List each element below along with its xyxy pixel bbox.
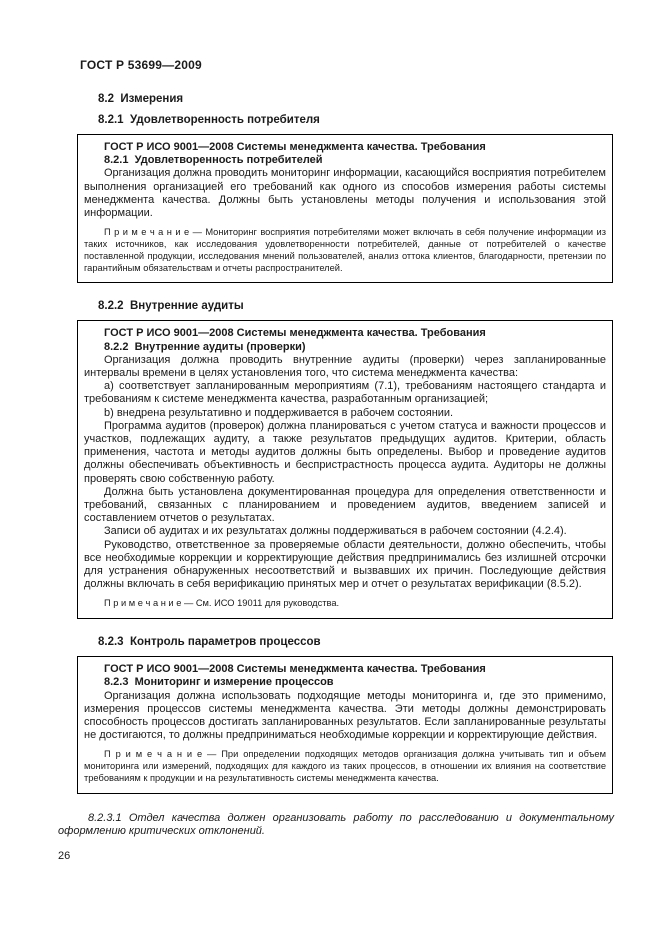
section-heading-8-2-1: 8.2.1 Удовлетворенность потребителя — [98, 114, 320, 126]
quote-note: П р и м е ч а н и е — См. ИСО 19011 для руководства. — [104, 598, 340, 609]
quote-box-customer-satisfaction — [77, 134, 613, 283]
quote-note: П р и м е ч а н и е — Мониторинг восприятия потребителями может включать в себя получение информации из таких источников, как исследования удовлетворенности потребителей, данные от потребителей о качестве поставленной продукции, исследования мнений пользователей, анализ оттока клиентов, благодарности, претензии по гарантийным обязательствам и отчеты распространителей. — [84, 227, 606, 273]
quote-paragraph: Руководство, ответственное за проверяемые области деятельности, должно обеспечить, чтобы все необходимые коррекции и корректирующие действия предпринимались без излишней отсрочки для устранения обнаруженных несоответствий и вызвавших их причин. Последующие действия должны включать в себя верификацию принятых мер и отчет о результатах верификации (8.5.2). — [84, 538, 606, 591]
quote-paragraph: Должна быть установлена документированная процедура для определения ответственности и требований, связанных с планированием и проведением аудитов, введением записей и составлением отчетов о результатах. — [84, 485, 606, 525]
quote-paragraph: Организация должна проводить мониторинг информации, касающийся восприятия потребителем выполнения организацией его требований как одного из способов измерения работы системы менеджмента качества. Должны быть установлены методы получения и использования этой информации. — [84, 167, 606, 220]
quote-paragraph: Записи об аудитах и их результатах должны поддерживаться в рабочем состоянии (4.2.4). — [104, 525, 567, 538]
quote-clause-title: 8.2.1 Удовлетворенность потребителей — [104, 154, 323, 167]
doc-number: ГОСТ Р 53699—2009 — [80, 58, 202, 72]
quote-paragraph: Организация должна использовать подходящие методы мониторинга и, где это применимо, измерения процессов системы менеджмента качества. Эти методы должны демонстрировать способность процессов достигать запланированных результатов. Если запланированные результаты не достигаются, то должны предприниматься необходимые коррекции и корректирующие действия. — [84, 689, 606, 742]
section-heading-8-2-3: 8.2.3 Контроль параметров процессов — [98, 636, 321, 649]
quote-box-internal-audits — [77, 320, 613, 619]
quote-source-title: ГОСТ Р ИСО 9001—2008 Системы менеджмента качества. Требования — [104, 663, 486, 676]
section-heading-8-2: 8.2 Измерения — [98, 93, 184, 105]
quote-list-item-a: a) соответствует запланированным мероприятиям (7.1), требованиям настоящего стандарта и требованиям к системе менеджмента качества, разработанным организацией; — [84, 380, 606, 406]
quote-clause-title: 8.2.3 Мониторинг и измерение процессов — [104, 676, 334, 689]
quote-paragraph: Программа аудитов (проверок) должна планироваться с учетом статуса и важности процессов и участков, подлежащих аудиту, а также результатов предыдущих аудитов. Критерии, область применения, частота и методы аудитов должны быть определены. Выбор и проведение аудитов должны обеспечивать объективность и беспристрастность процесса аудита. Аудиторы не должны проверять свою собственную работу. — [84, 419, 606, 485]
quote-clause-title: 8.2.2 Внутренние аудиты (проверки) — [104, 340, 306, 353]
quote-paragraph: Организация должна проводить внутренние аудиты (проверки) через запланированные интервалы времени в целях установления того, что система менеджмента качества: — [84, 353, 606, 380]
quote-list-item-b: b) внедрена результативно и поддерживается в рабочем состоянии. — [104, 406, 454, 419]
closing-paragraph-8-2-3-1: 8.2.3.1 Отдел качества должен организовать работу по расследованию и документальному оформлению критических отклонений. — [58, 811, 614, 838]
quote-source-title: ГОСТ Р ИСО 9001—2008 Системы менеджмента качества. Требования — [104, 141, 486, 153]
quote-note: П р и м е ч а н и е — При определении подходящих методов организация должна учитывать тип и объем мониторинга или измерений, подходящих для каждого из таких процессов, в отношении их влияния на соответствие требованиям к продукции и на результативность системы менеджмента качества. — [84, 749, 606, 784]
section-heading-8-2-2: 8.2.2 Внутренние аудиты — [98, 300, 244, 313]
quote-source-title: ГОСТ Р ИСО 9001—2008 Системы менеджмента качества. Требования — [104, 327, 486, 340]
page-number: 26 — [58, 849, 71, 862]
quote-box-process-monitoring — [77, 656, 613, 794]
